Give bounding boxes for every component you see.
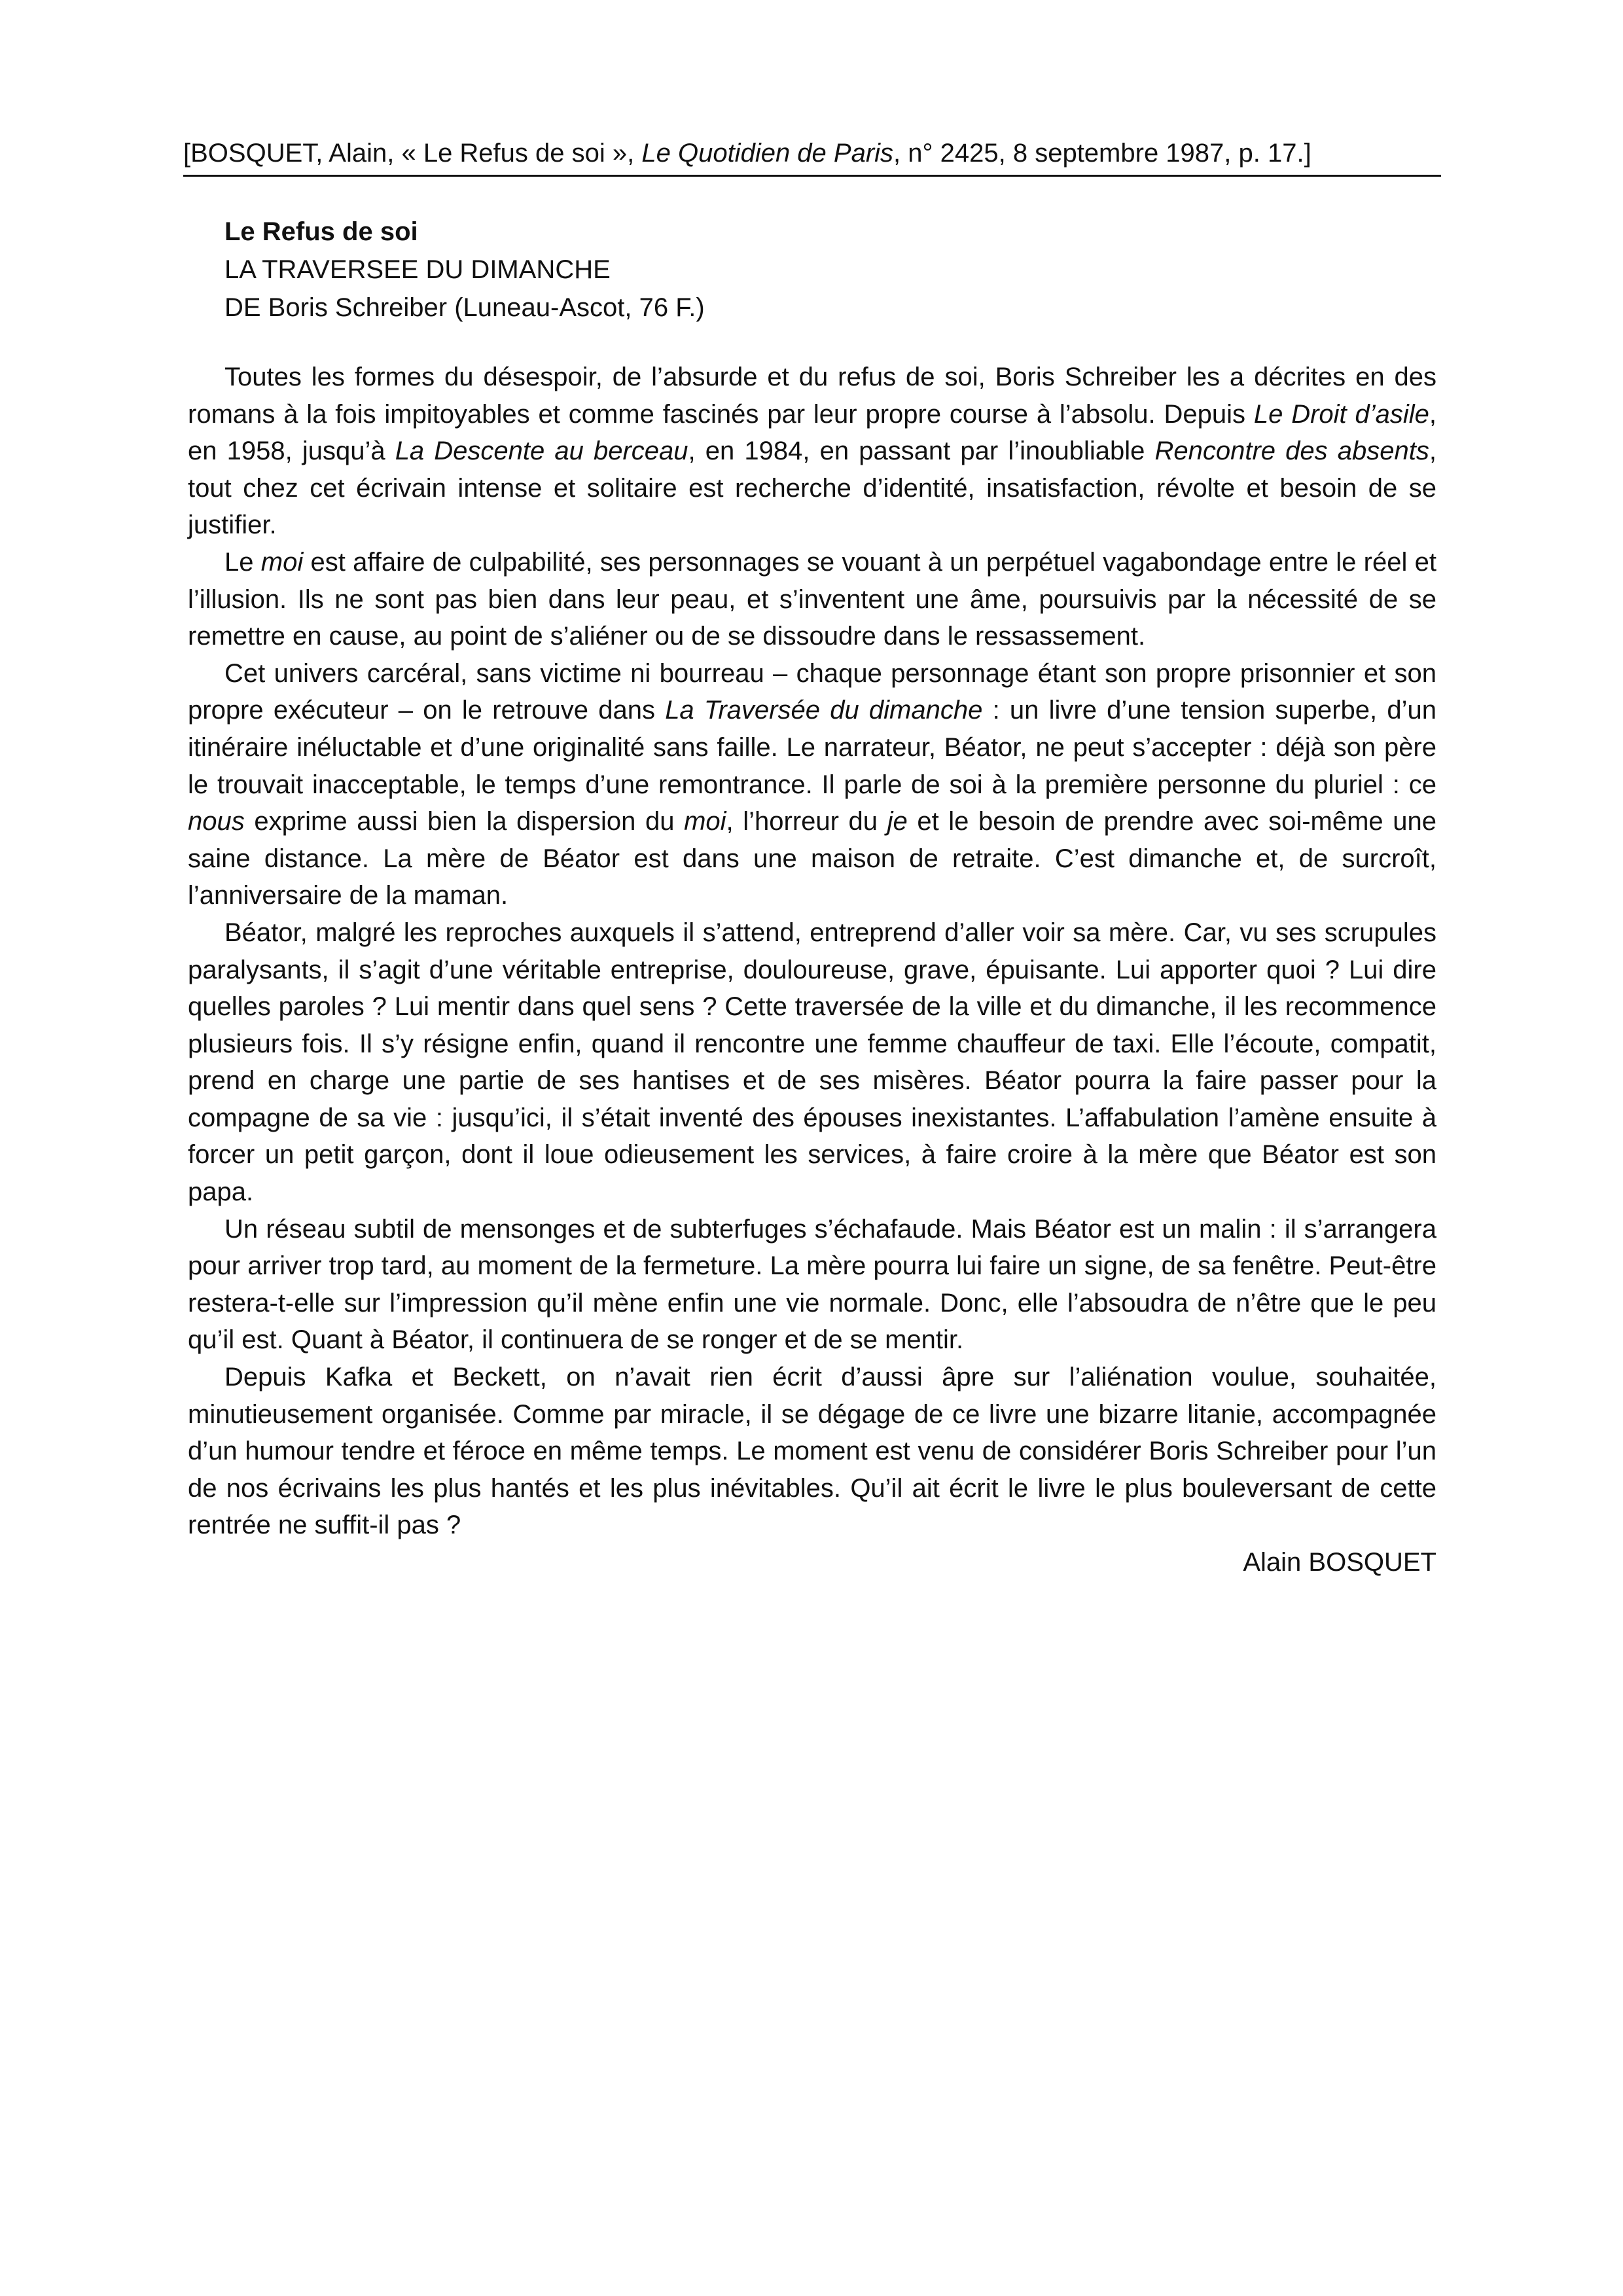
italic-word: moi bbox=[260, 547, 304, 577]
article-heading bbox=[224, 213, 1402, 327]
author-signature: Alain BOSQUET bbox=[1243, 1548, 1436, 1577]
citation-journal: Le Quotidien de Paris bbox=[641, 139, 894, 168]
paragraph-1 bbox=[188, 359, 1436, 544]
article-title: Le Refus de soi bbox=[224, 217, 418, 246]
text-span: , tout chez cet écrivain intense et solitaire est recherche d’identité, insatisfaction, révolte et besoin de se justifier. bbox=[188, 437, 1436, 540]
text-span: : un livre d’une tension superbe, d’un itinéraire inéluctable et d’une originalité sans faille. Le narrateur, Béator, ne peut s’accepter : déjà son père le trouvait inacceptable, le temps d’une remontrance. Il parle de soi à la première personne du pluriel : ce bbox=[188, 696, 1436, 799]
paragraph-5: Un réseau subtil de mensonges et de subterfuges s’échafaude. Mais Béator est un malin : il s’arrangera pour arriver trop tard, au moment de la fermeture. La mère pourra lui faire un signe, de sa fenêtre. Peut-être restera-t-elle sur l’impression qu’il mène enfin une vie normale. Donc, elle l’absoudra de n’être que le peu qu’il est. Quant à Béator, il continuera de se ronger et de se mentir. bbox=[188, 1214, 1436, 1355]
italic-word: moi bbox=[684, 807, 726, 836]
text-span: Cet univers carcéral, sans victime ni bourreau – chaque personnage étant son propre prisonnier et son propre exécuteur – on le retrouve dans bbox=[188, 658, 1436, 725]
citation-part-1: [BOSQUET, Alain, « Le Refus de soi », bbox=[183, 139, 642, 168]
text-span: est affaire de culpabilité, ses personnages se vouant à un perpétuel vagabondage entre le réel et l’illusion. Ils ne sont pas bien dans leur peau, et s’inventent une âme, poursuivis par la nécessité de se remettre en cause, au point de s’aliéner ou de se dissoudre dans le ressassement. bbox=[188, 547, 1437, 651]
text-span: Le bbox=[224, 547, 261, 577]
italic-title: Rencontre des absents bbox=[1154, 437, 1429, 466]
text-span: , l’horreur du bbox=[726, 807, 887, 836]
paragraph-6: Depuis Kafka et Beckett, on n’avait rien écrit d’aussi âpre sur l’aliénation voulue, souhaitée, minutieusement organisée. Comme par miracle, il se dégage de ce livre une bizarre litanie, accompagnée d’un humour tendre et féroce en même temps. Le moment est venu de considérer Boris Schreiber pour l’un de nos écrivains les plus hantés et les plus inévitables. Qu’il ait écrit le livre le plus bouleversant de cette rentrée ne suffit-il pas ? bbox=[188, 1363, 1436, 1540]
italic-title: Le Droit d’asile bbox=[1253, 399, 1429, 429]
italic-word: je bbox=[887, 807, 908, 836]
paragraph-2 bbox=[188, 544, 1436, 655]
italic-word: nous bbox=[188, 807, 245, 836]
italic-title: La Descente au berceau bbox=[395, 437, 688, 466]
article-body bbox=[188, 359, 1436, 1581]
text-span: exprime aussi bien la dispersion du bbox=[244, 807, 685, 836]
paragraph-4: Béator, malgré les reproches auxquels il s’attend, entreprend d’aller voir sa mère. Car, vu ses scrupules paralysants, il s’agit d’une véritable entreprise, douloureuse, grave, épuisante. Lui apporter quoi ? Lui dire quelles paroles ? Lui mentir dans quel sens ? Cette traversée de la ville et du dimanche, il les recommence plusieurs fois. Il s’y résigne enfin, quand il rencontre une femme chauffeur de taxi. Elle l’écoute, compatit, prend en charge une partie de ses hantises et de ses misères. Béator pourra la faire passer pour la compagne de sa vie : jusqu’ici, il s’était inventé des épouses inexistantes. L’affabulation l’amène ensuite à forcer un petit garçon, dont il loue odieusement les services, à faire croire à la mère que Béator est son papa. bbox=[188, 918, 1436, 1207]
book-title: LA TRAVERSEE DU DIMANCHE bbox=[224, 255, 611, 284]
citation-part-2: , n° 2425, 8 septembre 1987, p. 17.] bbox=[893, 139, 1311, 168]
citation-divider bbox=[183, 175, 1441, 177]
text-span: et le besoin de prendre avec soi-même une saine distance. La mère de Béator est dans une maison de retraite. C’est dimanche et, de surcroît, l’anniversaire de la maman. bbox=[188, 807, 1436, 910]
text-span: , en 1958, jusqu’à bbox=[188, 399, 1437, 466]
text-span: , en 1984, en passant par l’inoubliable bbox=[688, 437, 1155, 466]
citation-reference bbox=[183, 134, 1440, 172]
text-span: Toutes les formes du désespoir, de l’absurde et du refus de soi, Boris Schreiber les a décrites en des romans à la fois impitoyables et comme fascinés par leur propre course à l’absolu. Depuis bbox=[188, 363, 1436, 429]
book-author-line: DE Boris Schreiber (Luneau-Ascot, 76 F.) bbox=[224, 293, 705, 322]
paragraph-3 bbox=[188, 655, 1436, 914]
italic-title: La Traversée du dimanche bbox=[665, 696, 983, 725]
